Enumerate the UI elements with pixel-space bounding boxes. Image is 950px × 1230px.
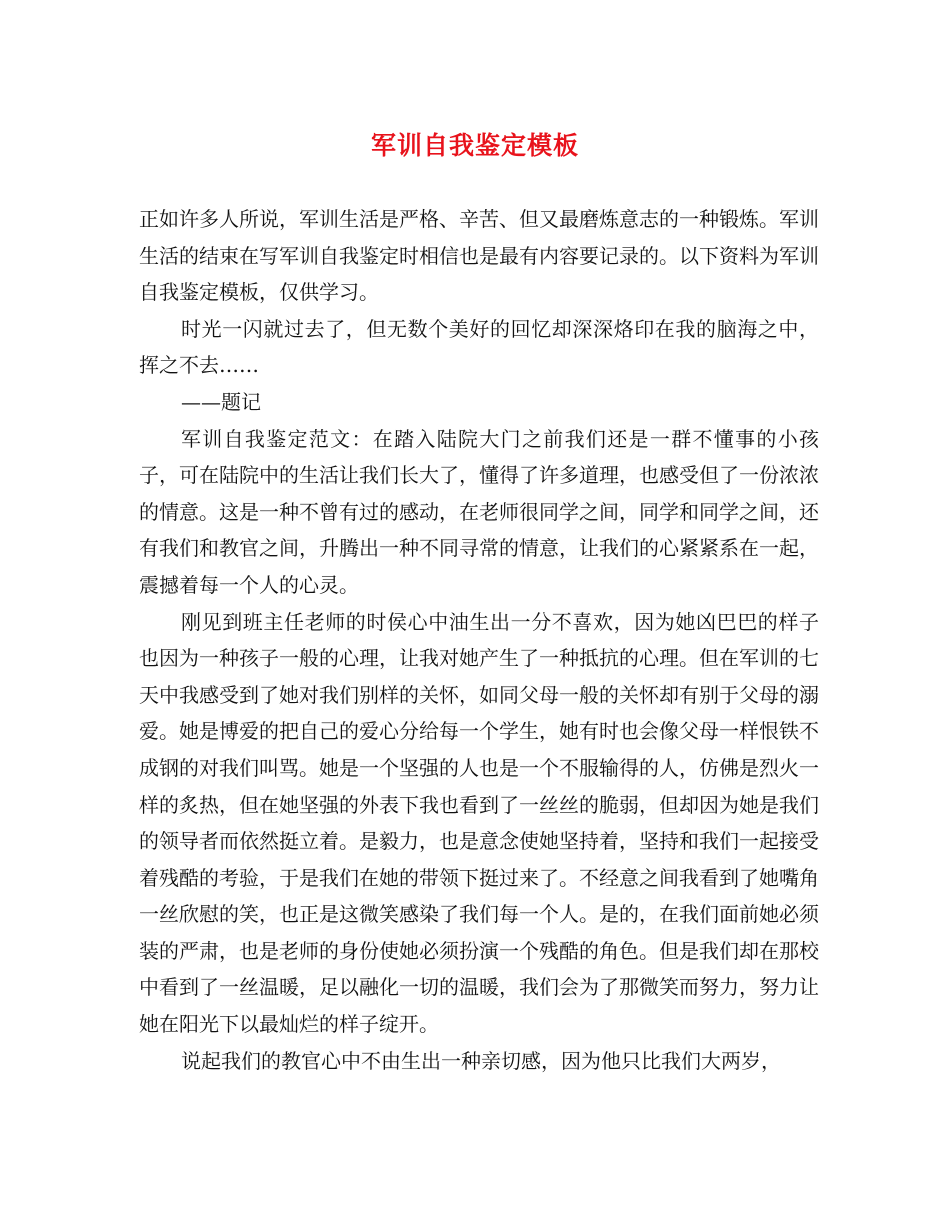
paragraph-epigraph-attribution: ——题记 [181, 389, 261, 414]
paragraph-intro: 正如许多人所说，军训生活是严格、辛苦、但又最磨炼意志的一种锻炼。军训生活的结束在写军训自我鉴定时相信也是最有内容要记录的。以下资料为军训自我鉴定模板，仅供学习。 [139, 207, 819, 305]
paragraph-sample-intro: 军训自我鉴定范文：在踏入陆院大门之前我们还是一群不懂事的小孩子，可在陆院中的生活让我们长大了，懂得了许多道理，也感受但了一份浓浓的情意。这是一种不曾有过的感动，在老师很同学之间，同学和同学之间，还有我们和教官之间，升腾出一种不同寻常的情意，让我们的心紧紧系在一起，震撼着每一个人的心灵。 [139, 426, 819, 597]
document-title: 军训自我鉴定模板 [370, 131, 579, 160]
paragraph-epigraph: 时光一闪就过去了，但无数个美好的回忆却深深烙印在我的脑海之中，挥之不去…… [139, 316, 819, 378]
paragraph-teacher: 刚见到班主任老师的时侯心中油生出一分不喜欢，因为她凶巴巴的样子也因为一种孩子一般的心理，让我对她产生了一种抵抗的心理。但在军训的七天中我感受到了她对我们别样的关怀，如同父母一般的关怀却有别于父母的溺爱。她是博爱的把自己的爱心分给每一个学生，她有时也会像父母一样恨铁不成钢的对我们叫骂。她是一个坚强的人也是一个不服输得的人，仿佛是烈火一样的炙热，但在她坚强的外表下我也看到了一丝丝的脆弱，但却因为她是我们的领导者而依然挺立着。是毅力，也是意念使她坚持着，坚持和我们一起接受着残酷的考验，于是我们在她的带领下挺过来了。不经意之间我看到了她嘴角一丝欣慰的笑，也正是这微笑感染了我们每一个人。是的，在我们面前她必须装的严肃，也是老师的身份使她必须扮演一个残酷的角色。但是我们却在那校中看到了一丝温暖，足以融化一切的温暖，我们会为了那微笑而努力，努力让她在阳光下以最灿烂的样子绽开。 [139, 609, 819, 1037]
paragraph-instructor: 说起我们的教官心中不由生出一种亲切感，因为他只比我们大两岁， [181, 1048, 781, 1073]
document-body [139, 201, 819, 1079]
